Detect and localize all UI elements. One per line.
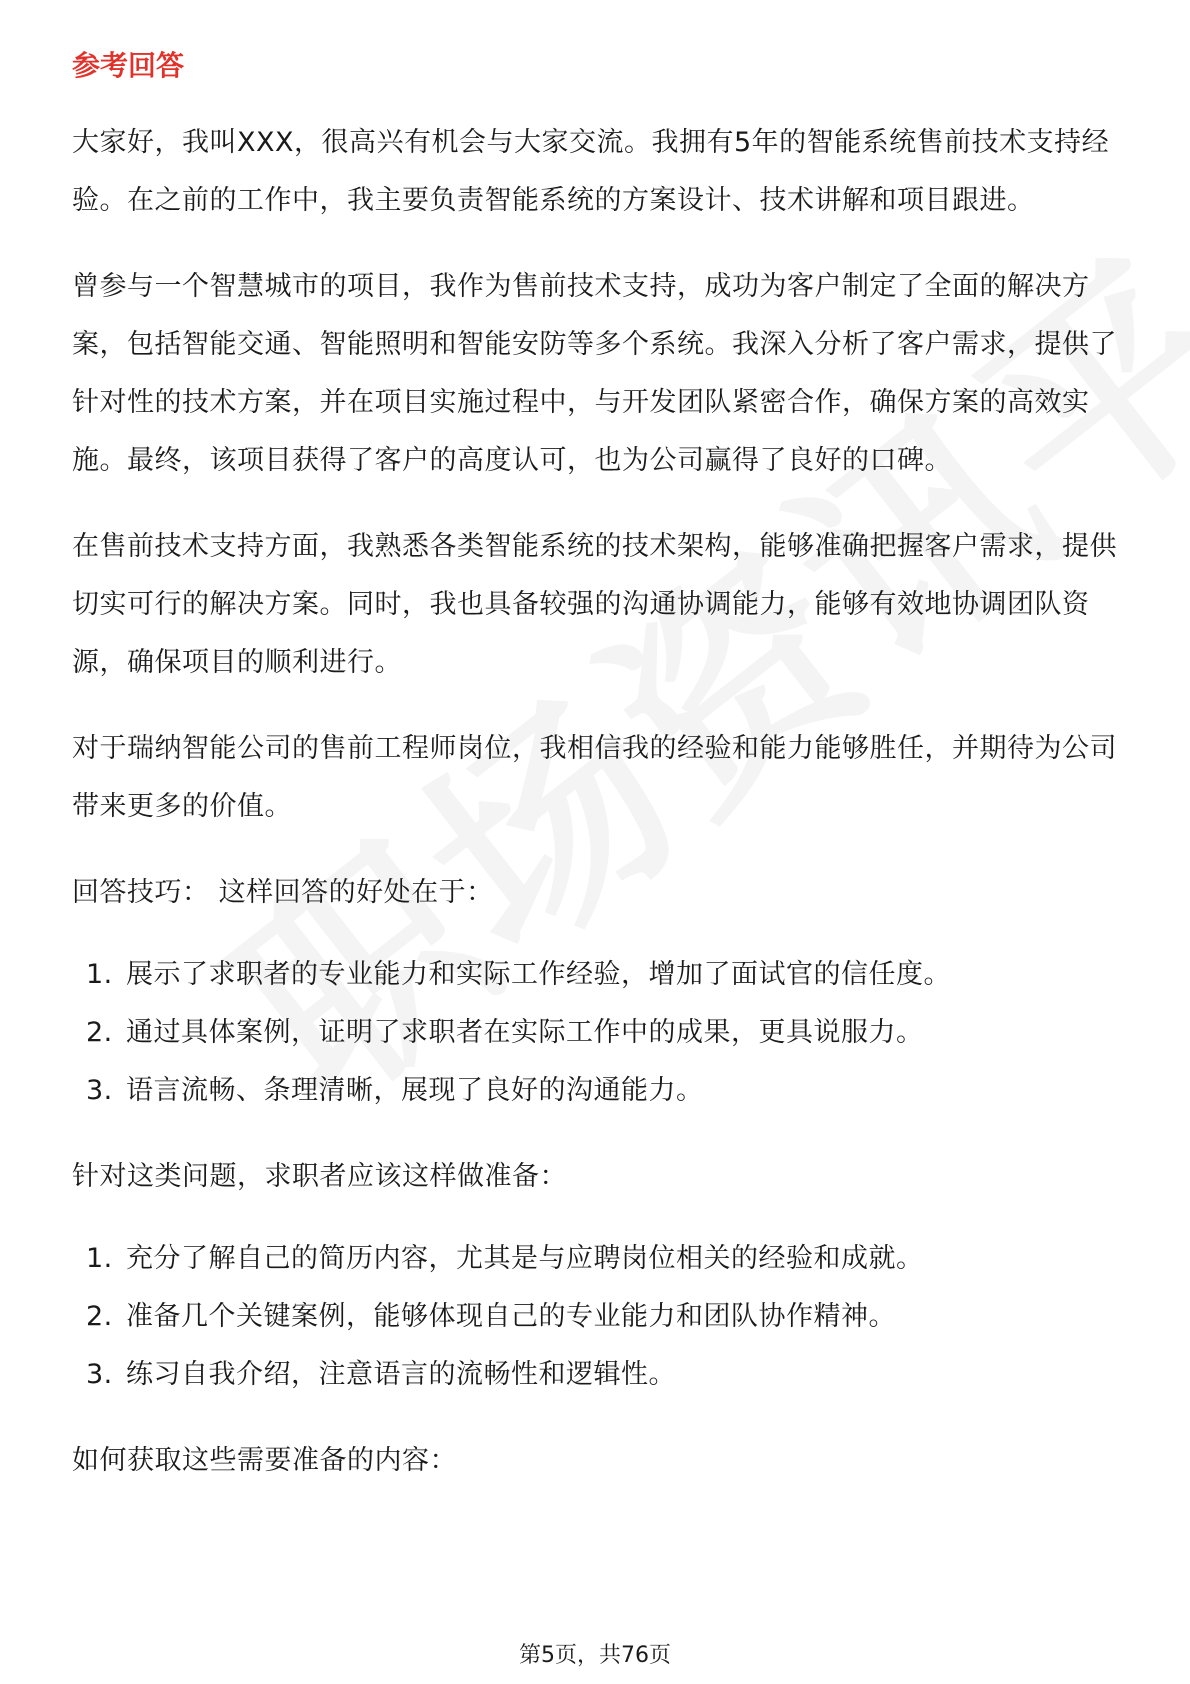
- document-page: [72, 48, 1122, 1518]
- list-number: 2.: [86, 1017, 113, 1049]
- page-number-footer: 第5页，共76页: [519, 1643, 671, 1668]
- list-number: 3.: [86, 1075, 113, 1107]
- list-item: [72, 1346, 1122, 1404]
- list-text: 准备几个关键案例，能够体现自己的专业能力和团队协作精神。: [126, 1301, 896, 1333]
- list-number: 2.: [86, 1301, 113, 1333]
- section-heading: 参考回答: [72, 49, 185, 82]
- list-item: [72, 1004, 1122, 1062]
- prep-list: [72, 1230, 1122, 1404]
- paragraph-intro: 大家好，我叫XXX，很高兴有机会与大家交流。我拥有5年的智能系统售前技术支持经验。在之前的工作中，我主要负责智能系统的方案设计、技术讲解和项目跟进。: [72, 127, 1110, 217]
- list-item: [72, 1230, 1122, 1288]
- list-text: 展示了求职者的专业能力和实际工作经验，增加了面试官的信任度。: [126, 959, 951, 991]
- howto-intro: 如何获取这些需要准备的内容：: [72, 1445, 457, 1477]
- list-number: 1.: [86, 1243, 113, 1275]
- list-number: 3.: [86, 1359, 113, 1391]
- tips-intro: 回答技巧： 这样回答的好处在于：: [72, 877, 494, 909]
- list-text: 通过具体案例，证明了求职者在实际工作中的成果，更具说服力。: [126, 1017, 924, 1049]
- paragraph-project: 曾参与一个智慧城市的项目，我作为售前技术支持，成功为客户制定了全面的解决方案，包括智能交通、智能照明和智能安防等多个系统。我深入分析了客户需求，提供了针对性的技术方案，并在项目实施过程中，与开发团队紧密合作，确保方案的高效实施。最终，该项目获得了客户的高度认可，也为公司赢得了良好的口碑。: [72, 271, 1117, 477]
- paragraph-closing: 对于瑞纳智能公司的售前工程师岗位，我相信我的经验和能力能够胜任，并期待为公司带来更多的价值。: [72, 733, 1117, 823]
- list-text: 充分了解自己的简历内容，尤其是与应聘岗位相关的经验和成就。: [126, 1243, 924, 1275]
- tips-list: [72, 946, 1122, 1120]
- paragraph-skills: 在售前技术支持方面，我熟悉各类智能系统的技术架构，能够准确把握客户需求，提供切实可行的解决方案。同时，我也具备较强的沟通协调能力，能够有效地协调团队资源，确保项目的顺利进行。: [72, 531, 1117, 679]
- list-item: [72, 1288, 1122, 1346]
- list-text: 练习自我介绍，注意语言的流畅性和逻辑性。: [126, 1359, 676, 1391]
- list-number: 1.: [86, 959, 113, 991]
- prep-intro: 针对这类问题，求职者应该这样做准备：: [72, 1161, 567, 1193]
- list-item: [72, 1062, 1122, 1120]
- list-text: 语言流畅、条理清晰，展现了良好的沟通能力。: [126, 1075, 704, 1107]
- list-item: [72, 946, 1122, 1004]
